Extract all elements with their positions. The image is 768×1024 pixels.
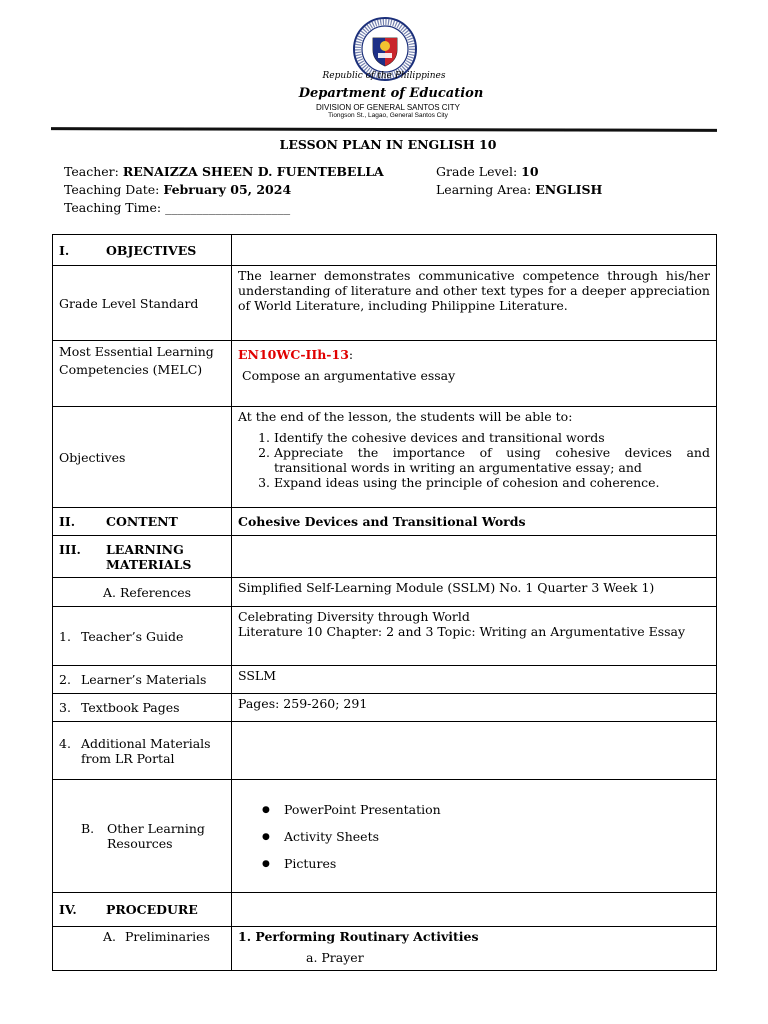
address-heading: Tiongson St., Lagao, General Santos City <box>328 112 448 119</box>
section-number: III. <box>59 541 81 557</box>
objectives-label: Objectives <box>53 407 232 508</box>
preliminaries-cell <box>232 927 717 971</box>
table-row <box>53 607 717 666</box>
item-label: Learner’s Materials <box>81 672 207 687</box>
item-label: Preliminaries <box>125 929 210 944</box>
section-objectives <box>53 235 232 266</box>
item-number: 4. <box>59 735 71 751</box>
section-content <box>53 508 232 536</box>
objectives-list <box>238 430 710 490</box>
grade-label: Grade Level: <box>436 164 518 179</box>
table-row <box>53 536 717 578</box>
table-row <box>53 694 717 722</box>
empty-cell <box>232 893 717 927</box>
header-divider <box>51 127 717 132</box>
gls-label: Grade Level Standard <box>53 266 232 341</box>
area-label: Learning Area: <box>436 182 532 197</box>
melc-code: EN10WC-IIh-13 <box>238 347 349 362</box>
page-title: LESSON PLAN IN ENGLISH 10 <box>279 137 497 152</box>
objectives-intro: At the end of the lesson, the students will be able to: <box>238 409 573 424</box>
teacher-line <box>64 163 384 181</box>
date-label: Teaching Date: <box>64 182 160 197</box>
item-label: Teacher’s Guide <box>81 628 184 644</box>
list-item: 3. Expand ideas using the principle of cohesion and coherence. <box>274 475 710 490</box>
table-row <box>53 508 717 536</box>
empty-cell <box>232 536 717 578</box>
teachers-guide-line1: Celebrating Diversity through World <box>238 609 470 624</box>
gls-text: The learner demonstrates communicative competence through his/her understanding of literature and other text types for a deeper appreciation of World Literature, including Philippine Literature. <box>232 266 717 341</box>
additional-materials-label <box>53 722 232 780</box>
section-number: I. <box>59 242 70 258</box>
references-label: A. References <box>53 578 232 607</box>
time-label: Teaching Time: <box>64 200 162 215</box>
teacher-label: Teacher: <box>64 164 119 179</box>
area-line <box>436 181 602 199</box>
item-label: Additional Materials from LR Portal <box>81 735 211 766</box>
textbook-pages-text: Pages: 259-260; 291 <box>232 694 717 722</box>
teacher-value: RENAIZZA SHEEN D. FUENTEBELLA <box>122 164 384 179</box>
republic-heading: Republic of the Philippines <box>322 71 446 81</box>
item-number: B. <box>81 821 95 836</box>
date-line <box>64 181 384 199</box>
table-row <box>53 666 717 694</box>
teachers-guide-line2: Literature 10 Chapter: 2 and 3 Topic: Writing an Argumentative Essay <box>238 624 686 639</box>
teachers-guide-label <box>53 607 232 666</box>
meta-right <box>436 163 602 199</box>
learners-materials-text: SSLM <box>232 666 717 694</box>
section-number: II. <box>59 514 76 529</box>
table-row <box>53 266 717 341</box>
list-item: 1. Identify the cohesive devices and transitional words <box>274 430 710 445</box>
table-row <box>53 780 717 893</box>
list-item: ● Pictures <box>284 856 710 871</box>
grade-value: 10 <box>521 164 539 179</box>
item-label: Textbook Pages <box>81 700 180 715</box>
table-row <box>53 722 717 780</box>
department-heading: Department of Education <box>298 86 484 101</box>
section-label: PROCEDURE <box>106 902 198 917</box>
preliminaries-label <box>53 927 232 971</box>
melc-code-line <box>238 347 710 362</box>
textbook-pages-label <box>53 694 232 722</box>
learners-materials-label <box>53 666 232 694</box>
list-item: 2. Appreciate the importance of using cohesive devices and transitional words in writing an argumentative essay; and <box>274 445 710 475</box>
date-value: February 05, 2024 <box>163 182 292 197</box>
item-number: A. <box>103 929 117 944</box>
list-item: ● PowerPoint Presentation <box>284 802 710 817</box>
time-blank: ____________________ <box>165 200 291 215</box>
table-row <box>53 927 717 971</box>
item-number: 1. <box>59 628 71 644</box>
division-heading: DIVISION OF GENERAL SANTOS CITY <box>315 103 461 112</box>
content-text: Cohesive Devices and Transitional Words <box>232 508 717 536</box>
table-row <box>53 341 717 407</box>
section-label: LEARNING MATERIALS <box>106 541 192 572</box>
empty-cell <box>232 235 717 266</box>
grade-line <box>436 163 602 181</box>
melc-text: Compose an argumentative essay <box>242 368 456 383</box>
section-learning-materials <box>53 536 232 578</box>
melc-cell <box>232 341 717 407</box>
list-item: ● Activity Sheets <box>284 829 710 844</box>
melc-label: Most Essential Learning Competencies (MELC) <box>53 341 232 407</box>
section-procedure <box>53 893 232 927</box>
resources-list <box>238 802 710 871</box>
meta-left <box>64 163 384 217</box>
table-row <box>53 893 717 927</box>
lesson-plan-table <box>52 234 717 971</box>
item-number: 3. <box>59 700 71 715</box>
area-value: ENGLISH <box>535 182 603 197</box>
time-line <box>64 199 384 217</box>
table-row <box>53 235 717 266</box>
references-text: Simplified Self-Learning Module (SSLM) No. 1 Quarter 3 Week 1) <box>232 578 717 607</box>
table-row <box>53 407 717 508</box>
section-label: OBJECTIVES <box>106 242 197 258</box>
empty-cell <box>232 722 717 780</box>
item-number: 2. <box>59 672 71 687</box>
melc-colon: : <box>348 347 354 362</box>
preliminaries-title: 1. Performing Routinary Activities <box>238 929 479 944</box>
other-resources-cell <box>232 780 717 893</box>
preliminaries-item: a. Prayer <box>306 950 364 965</box>
table-row <box>53 578 717 607</box>
section-label: CONTENT <box>106 514 178 529</box>
teachers-guide-text <box>232 607 717 666</box>
item-label: Other Learning Resources <box>107 821 205 851</box>
objectives-cell <box>232 407 717 508</box>
section-number: IV. <box>59 902 77 917</box>
other-resources-label <box>53 780 232 893</box>
